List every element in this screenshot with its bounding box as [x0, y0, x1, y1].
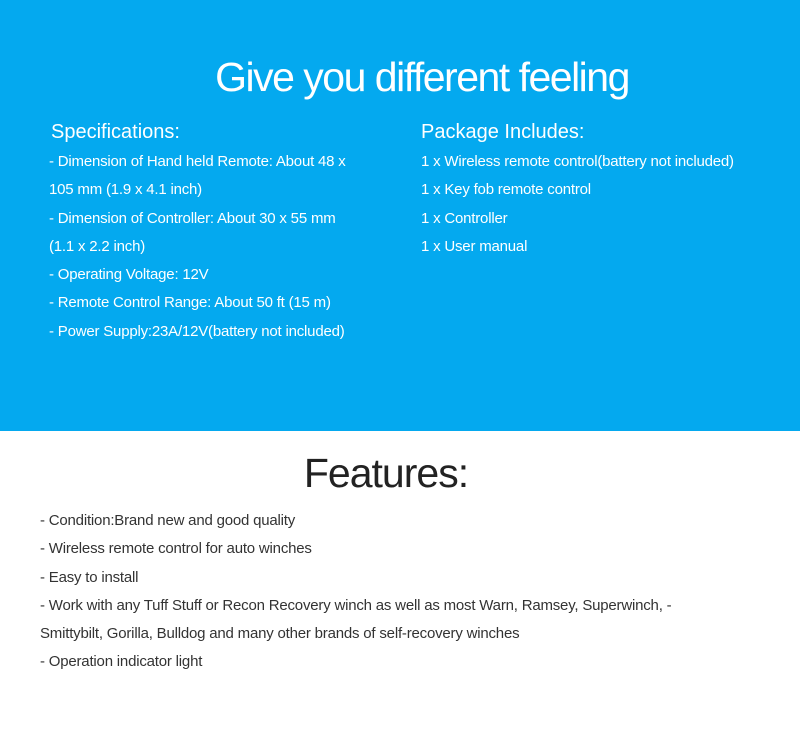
package-section: [421, 118, 800, 261]
features-list: [40, 507, 780, 677]
feature-line: - Work with any Tuff Stuff or Recon Recovery winch as well as most Warn, Ramsey, Superwinch, -: [40, 596, 672, 614]
spec-line: - Dimension of Hand held Remote: About 48 x: [49, 153, 346, 170]
features-title: Features:: [303, 450, 469, 496]
specifications-heading: Specifications:: [51, 121, 180, 143]
spec-line: - Operating Voltage: 12V: [49, 266, 209, 284]
spec-line: - Remote Control Range: About 50 ft (15 m): [49, 294, 331, 312]
spec-line: - Power Supply:23A/12V(battery not included): [49, 322, 345, 340]
specifications-section: [51, 118, 411, 346]
feature-line: - Condition:Brand new and good quality: [40, 512, 296, 529]
spec-line: 105 mm (1.9 x 4.1 inch): [49, 181, 202, 199]
package-list: [421, 148, 800, 261]
feature-line: - Operation indicator light: [40, 653, 203, 671]
package-item: 1 x User manual: [421, 237, 528, 255]
spec-line: (1.1 x 2.2 inch): [49, 237, 146, 255]
hero-title: Give you different feeling: [215, 54, 629, 100]
feature-line: Smittybilt, Gorilla, Bulldog and many other brands of self-recovery winches: [40, 625, 520, 643]
feature-line: - Wireless remote control for auto winches: [40, 540, 312, 558]
spec-line: - Dimension of Controller: About 30 x 55 mm: [49, 209, 336, 227]
specifications-list: [51, 148, 411, 346]
package-item: 1 x Wireless remote control(battery not included): [421, 153, 734, 170]
feature-line: - Easy to install: [40, 568, 139, 586]
package-item: 1 x Controller: [421, 209, 508, 227]
package-item: 1 x Key fob remote control: [421, 181, 591, 199]
package-heading: Package Includes:: [421, 121, 585, 143]
